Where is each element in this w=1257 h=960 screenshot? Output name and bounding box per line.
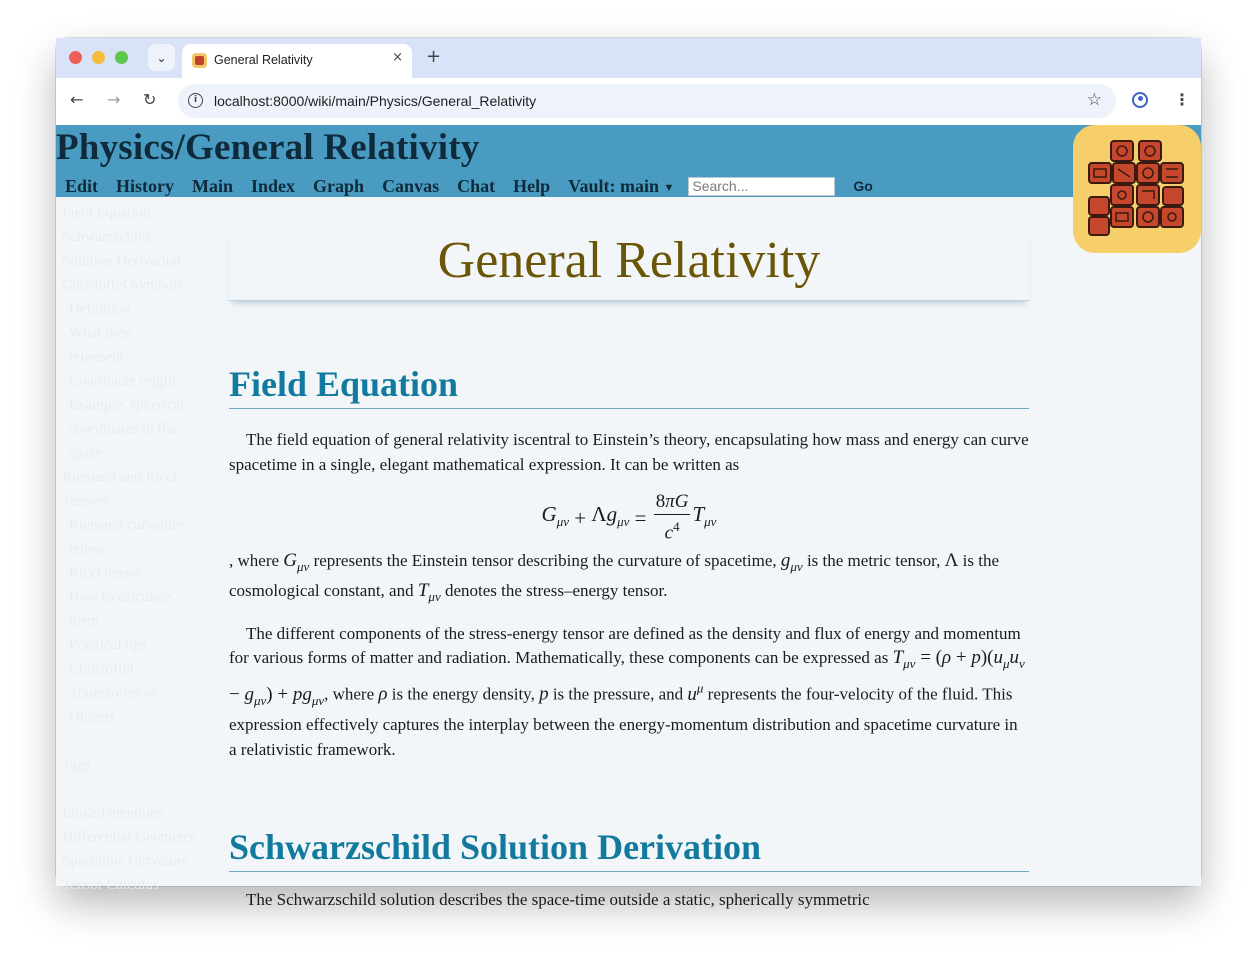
text-span: , where <box>324 684 379 704</box>
profile-icon[interactable] <box>1132 92 1148 108</box>
toc-item[interactable]: Tensors <box>62 493 109 509</box>
tab-close-icon[interactable]: × <box>392 50 403 65</box>
text-span: represents the four-velocity of the fluid. This expression effectively captures the interplay between the energy-momentum distribution and spacetime curvature in a relativistic framework. <box>229 684 1018 759</box>
caret-down-icon: ▼ <box>663 181 675 194</box>
nav-canvas[interactable]: Canvas <box>382 175 440 196</box>
vault-dropdown[interactable] <box>568 176 674 197</box>
url-text[interactable]: localhost:8000/wiki/main/Physics/General_Relativity <box>214 93 537 109</box>
site-nav <box>65 175 879 197</box>
nav-help[interactable]: Help <box>513 175 551 196</box>
paragraph-intro: The field equation of general relativity iscentral to Einstein’s theory, encapsulating how mass and energy can curve spacetime in a single, elegant mathematical expression. It can be written as <box>229 430 1029 474</box>
text-span: , where <box>229 551 284 570</box>
math-lambda: Λ <box>944 550 959 571</box>
toc-item[interactable]: Practical tips <box>69 637 147 653</box>
nav-chat[interactable]: Chat <box>457 175 496 196</box>
toc-item[interactable]: Example: spherical <box>69 397 185 413</box>
toc-spacer <box>62 729 227 753</box>
logo-icon[interactable] <box>1073 125 1201 253</box>
toc-item[interactable]: Field Equation <box>62 205 151 221</box>
text-span: is the metric tensor, <box>802 551 945 570</box>
text-span: is the energy density, <box>387 684 540 704</box>
toc-item[interactable]: Solution Derivation <box>62 253 181 269</box>
heading-field-equation: Field Equation <box>229 362 1029 409</box>
search-input[interactable] <box>688 177 835 196</box>
table-of-contents <box>62 201 227 897</box>
tab-search-chevron-icon[interactable]: ⌄ <box>148 44 175 71</box>
math-p: p <box>539 683 549 705</box>
nav-graph[interactable]: Graph <box>313 175 365 196</box>
web-page <box>56 125 1201 910</box>
math-metric-tensor: $g_{\mu\nu}$ <box>780 550 803 574</box>
site-title: Physics/General Relativity <box>56 127 480 168</box>
text-span: represents the Einstein tensor describing the curvature of spacetime, <box>309 551 781 570</box>
toc-item[interactable]: Christoffel Symbols <box>62 277 183 293</box>
toc-item[interactable]: Spacetime Curvature <box>62 853 189 869</box>
text-span: denotes the stress–energy tensor. <box>440 581 668 601</box>
text-span: The different components of the stress-energy tensor are defined as the density and flux of energy and momentum for various forms of matter and radiation. Mathematically, these components can be expressed as <box>229 623 1021 668</box>
math-stress-energy: $T_{\mu\nu}$ <box>417 580 441 605</box>
field-equation-formula: $G_{\mu\nu}$ + $\Lambda g_{\mu\nu}$ = $\frac{8\pi G}{c^4}$ $T_{\mu\nu}$ <box>541 491 717 544</box>
toc-item[interactable]: coordinates in flat <box>69 421 178 437</box>
toc-item[interactable]: them <box>69 613 99 629</box>
toc-item[interactable]: Tensor Calculus <box>62 877 159 893</box>
toc-item[interactable]: Ricci tensor <box>69 565 142 581</box>
text-span: is the pressure, and <box>548 684 688 704</box>
toc-item[interactable]: represent <box>69 349 124 365</box>
toc-item[interactable]: Riemann and Ricci <box>62 469 177 485</box>
toc-spacer <box>62 777 227 801</box>
nav-edit[interactable]: Edit <box>65 175 99 196</box>
toc-item[interactable]: space <box>69 445 103 461</box>
heading-schwarzschild: Schwarzschild Solution Derivation <box>229 825 1029 872</box>
favicon-icon <box>192 53 207 68</box>
vault-label: Vault: main <box>568 175 659 196</box>
toc-item[interactable]: What they <box>69 325 132 341</box>
math-four-velocity: $u^\mu$ <box>687 680 704 705</box>
toc-item[interactable]: Objects <box>69 709 115 725</box>
toc-item[interactable]: Coordinate origin <box>69 373 176 389</box>
maximize-window-button[interactable] <box>115 51 128 64</box>
new-tab-button[interactable]: + <box>426 46 442 67</box>
nav-main[interactable]: Main <box>192 175 234 196</box>
article <box>229 197 1029 913</box>
math-einstein-tensor: $G_{\mu\nu}$ <box>283 550 310 574</box>
toc-item[interactable]: How to calculate <box>69 589 171 605</box>
toc-item[interactable]: Riemann curvature <box>69 517 184 533</box>
close-window-button[interactable] <box>69 51 82 64</box>
math-rho: ρ <box>378 683 388 705</box>
minimize-window-button[interactable] <box>92 51 105 64</box>
toc-item[interactable]: Linked mentions <box>62 805 164 821</box>
page-title: General Relativity <box>229 230 1029 301</box>
address-bar[interactable] <box>178 84 1116 118</box>
site-header <box>56 125 1201 197</box>
forward-arrow-icon[interactable]: → <box>107 90 121 109</box>
paragraph-stress-energy <box>229 622 1029 762</box>
tab-strip <box>56 38 1201 78</box>
paragraph-schwarzschild: The Schwarzschild solution describes the space-time outside a static, spherically symmetric <box>246 890 870 910</box>
toc-item[interactable]: Trajectories of <box>69 685 157 701</box>
browser-window <box>56 38 1201 910</box>
back-arrow-icon[interactable]: ← <box>70 90 84 109</box>
browser-menu-icon[interactable]: ⋮ <box>1174 90 1190 109</box>
toc-item[interactable]: Tags <box>62 757 91 773</box>
nav-history[interactable]: History <box>116 175 175 196</box>
text-span: is the cosmological constant, and <box>229 551 999 601</box>
toc-item[interactable]: Schwarzschild <box>62 229 150 245</box>
toc-item[interactable]: Definition <box>69 301 131 317</box>
toc-item[interactable]: Christoffel <box>69 661 134 677</box>
nav-index[interactable]: Index <box>251 175 296 196</box>
toc-item[interactable]: tensor <box>69 541 106 557</box>
tab-title: General Relativity <box>214 53 313 67</box>
toc-item[interactable]: Differential Geometry <box>62 829 196 845</box>
bookmark-star-icon[interactable]: ☆ <box>1086 90 1102 110</box>
math-stress-energy-expression: $T_{\mu\nu} = (\rho + p)(u_\mu u_\nu - g_{\mu\nu}) + pg_{\mu\nu}$ <box>229 647 1025 708</box>
browser-tab[interactable] <box>182 44 412 78</box>
paragraph-definitions <box>229 549 1029 610</box>
go-button[interactable]: Go <box>847 178 878 194</box>
site-info-icon[interactable]: i <box>188 93 203 108</box>
browser-toolbar <box>56 78 1201 125</box>
reload-icon[interactable]: ↻ <box>143 90 157 109</box>
